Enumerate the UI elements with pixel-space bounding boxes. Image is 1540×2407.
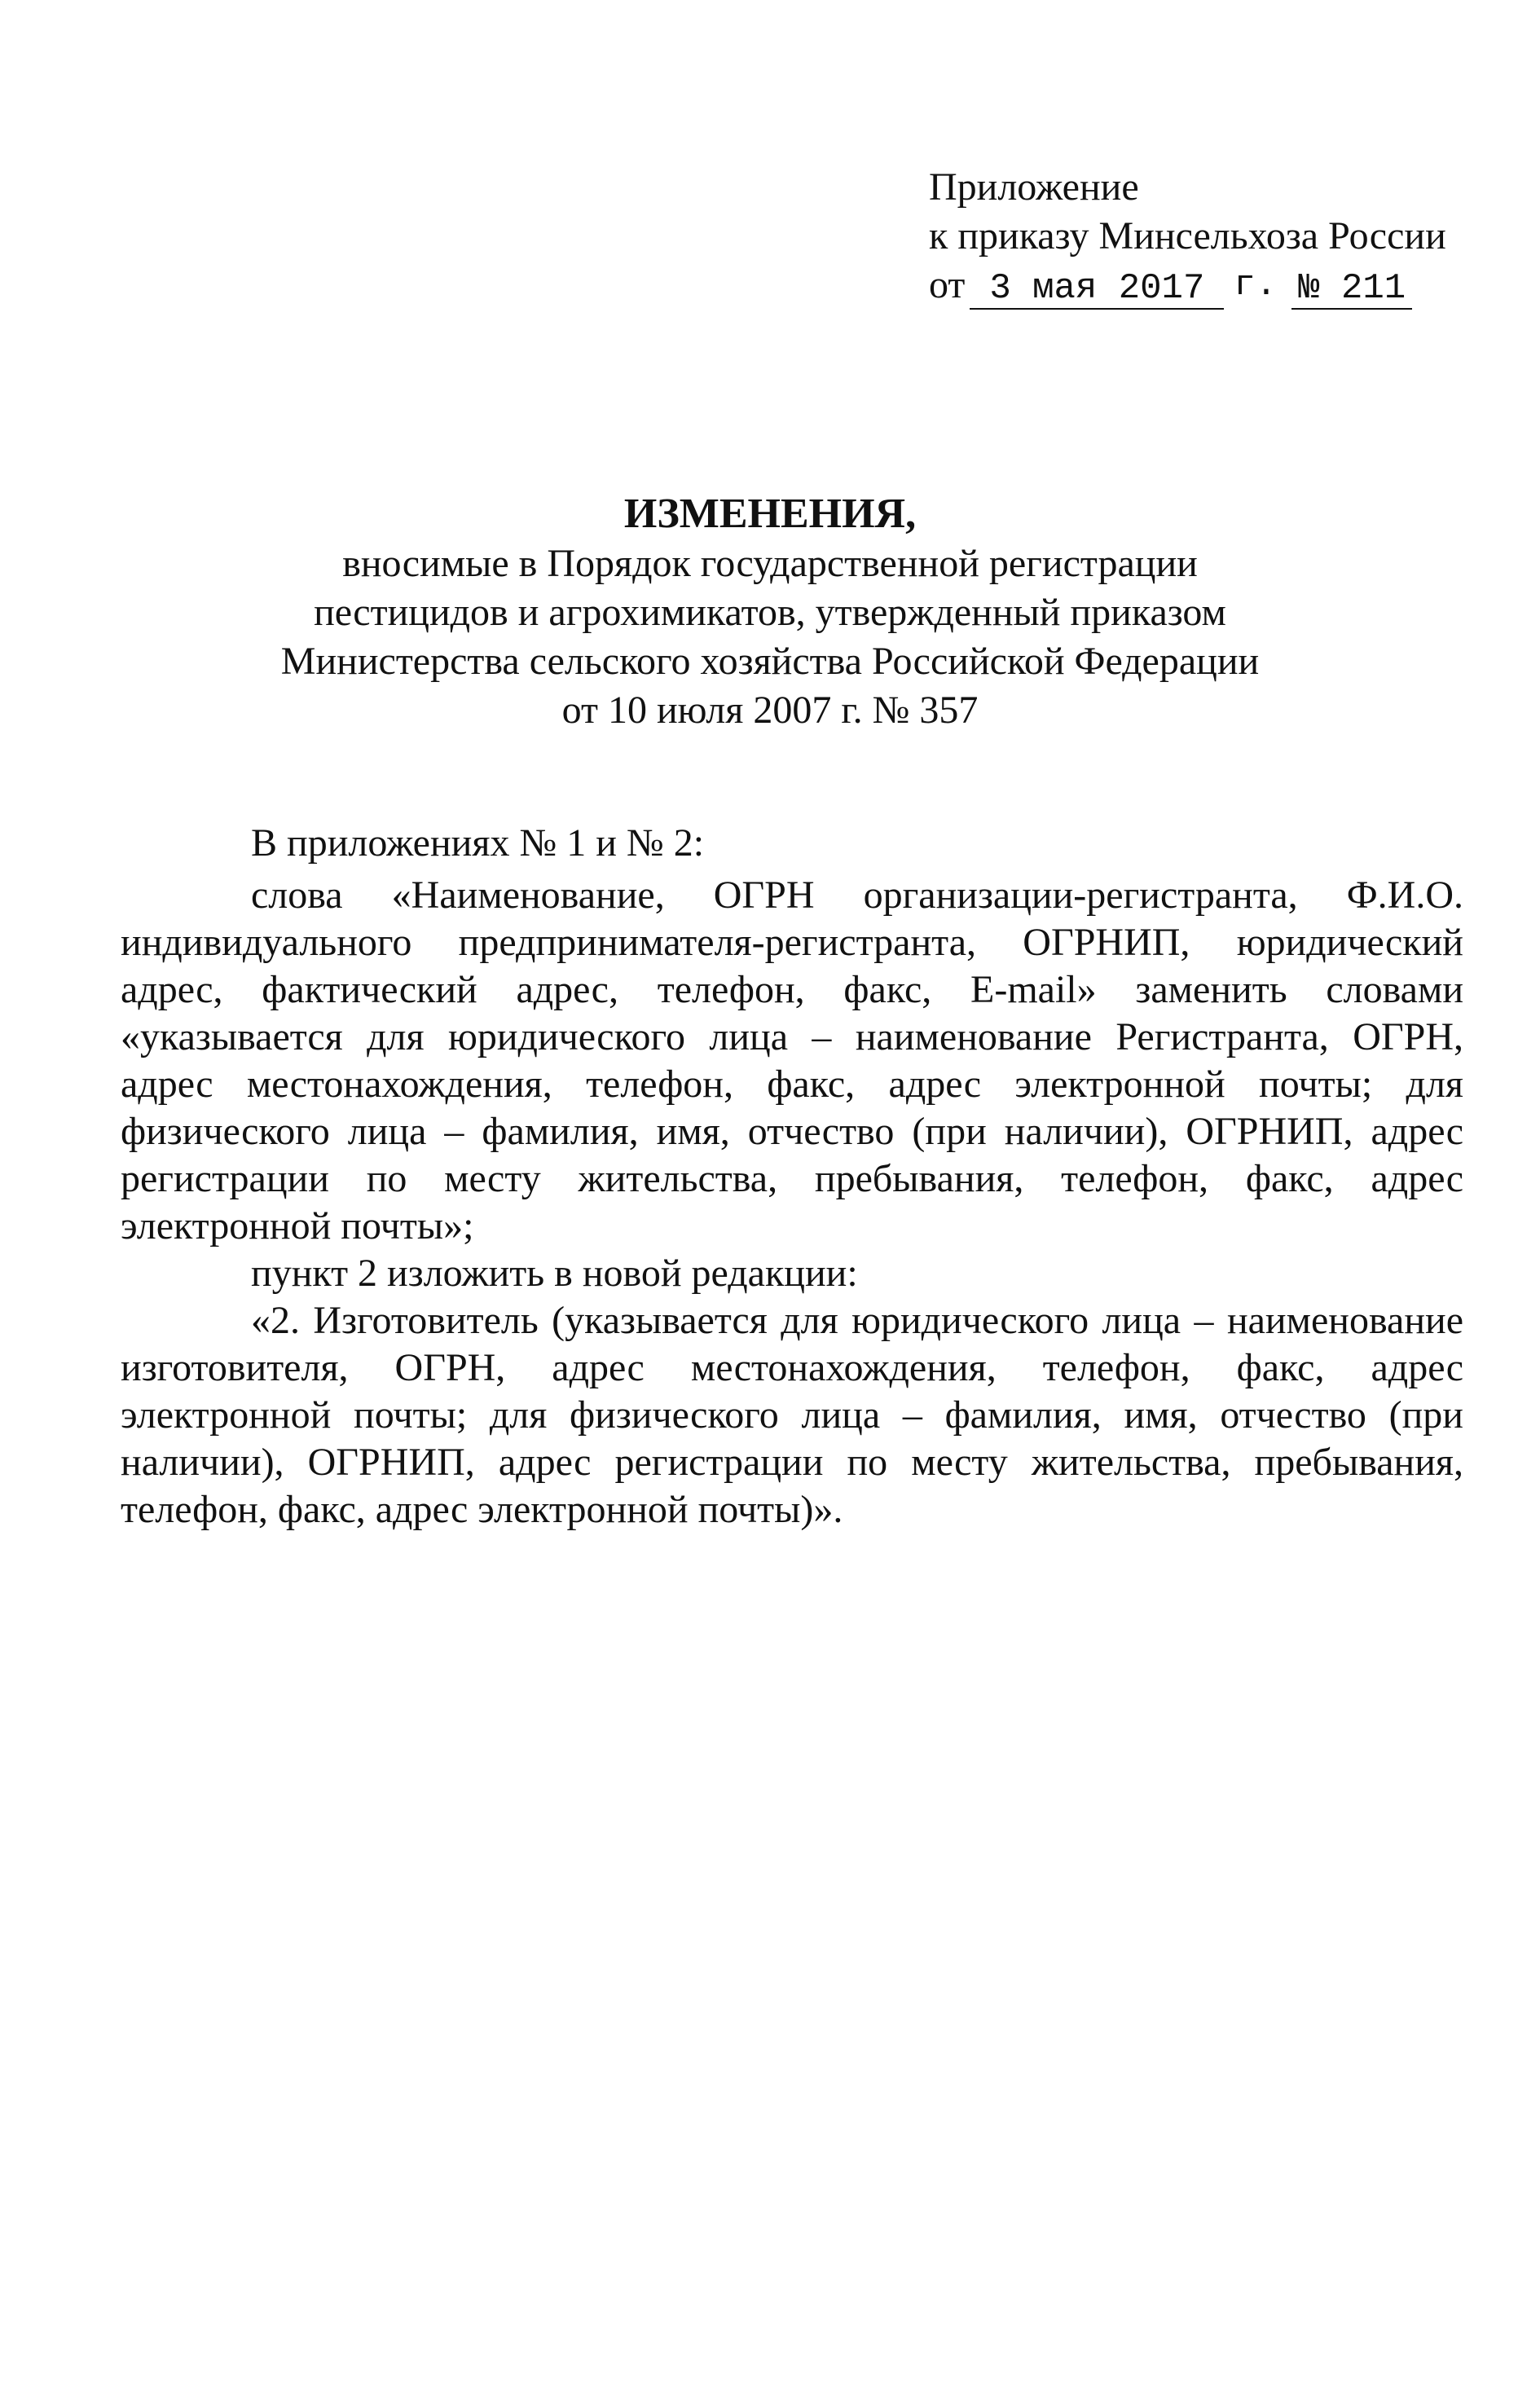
body-paragraph: слова «Наименование, ОГРН организации-регистранта, Ф.И.О. индивидуального предпринимателя-регистранта, ОГРНИП, юридический адрес, фактический адрес, телефон, факс, E-mail» заменить словами «указывается для юридического лица – наименование Регистранта, ОГРН, адрес местонахождения, телефон, факс, адрес электронной почты; для физического лица – фамилия, имя, отчество (при наличии), ОГРНИП, адрес регистрации по месту жительства, пребывания, телефон, факс, адрес электронной почты»;	[121, 873, 1463, 1248]
order-number: 211	[1340, 268, 1406, 309]
appendix-label: Приложение	[929, 165, 1139, 209]
document-title: ИЗМЕНЕНИЯ,	[623, 491, 917, 537]
body-paragraph: пункт 2 изложить в новой редакции:	[251, 1252, 858, 1295]
number-sign: №	[1298, 268, 1320, 309]
from-prefix: от	[929, 263, 966, 306]
appendix-order-line	[929, 261, 1499, 310]
order-date: 3 мая 2017	[970, 269, 1224, 310]
year-suffix: г.	[1234, 265, 1278, 306]
order-number-field	[1291, 269, 1412, 310]
appendix-order-ref: к приказу Минсельхоза России	[929, 214, 1446, 257]
title-block	[81, 489, 1459, 735]
subtitle-line-3: Министерства сельского хозяйства Российской Федерации	[280, 640, 1260, 683]
subtitle-line-1: вносимые в Порядок государственной регистрации	[342, 542, 1198, 585]
body-paragraph: В приложениях № 1 и № 2:	[251, 821, 705, 865]
subtitle-line-4: от 10 июля 2007 г. № 357	[561, 689, 979, 732]
appendix-block	[929, 163, 1499, 310]
subtitle-line-2: пестицидов и агрохимикатов, утвержденный приказом	[314, 591, 1226, 634]
document-body	[121, 820, 1463, 1534]
body-paragraph: «2. Изготовитель (указывается для юридического лица – наименование изготовителя, ОГРН, адрес местонахождения, телефон, факс, адрес электронной почты; для физического лица – фамилия, имя, отчество (при наличии), ОГРНИП, адрес регистрации по месту жительства, пребывания, телефон, факс, адрес электронной почты)».	[121, 1299, 1463, 1531]
